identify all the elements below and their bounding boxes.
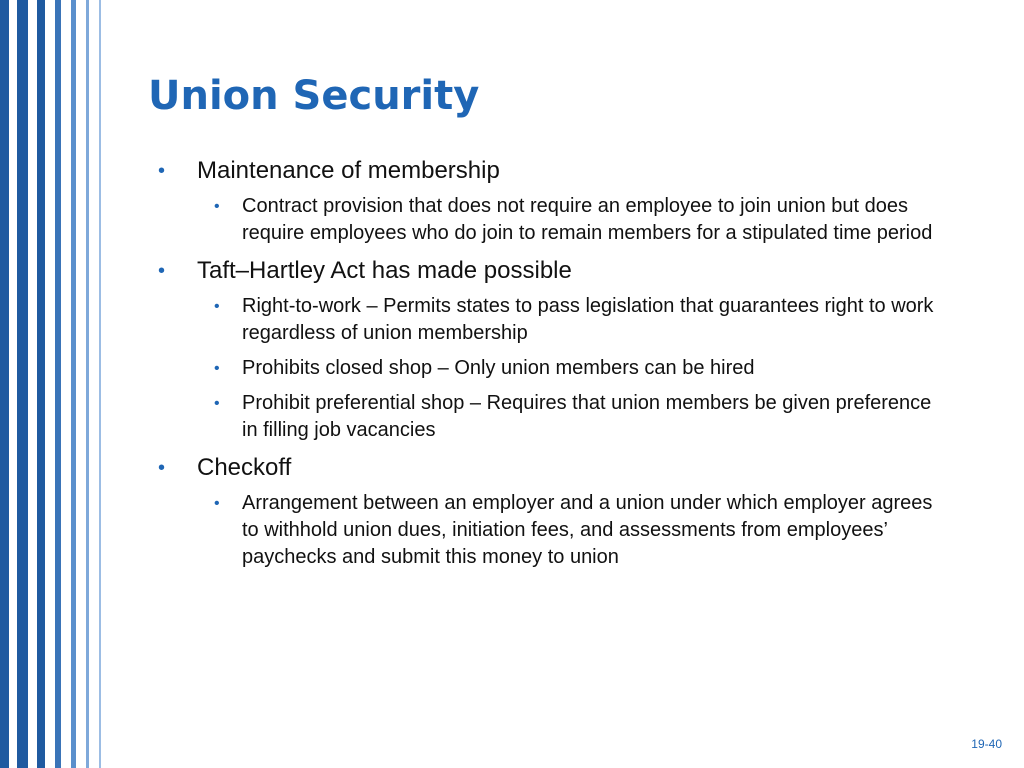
sub-bullet-list	[195, 490, 950, 571]
bullet-marker: •	[214, 395, 220, 412]
sub-bullet-item	[195, 293, 942, 347]
bullet-marker: •	[214, 360, 220, 377]
slide-number: 19-40	[971, 737, 1002, 751]
bullet-content	[150, 155, 950, 579]
sub-bullet-text: Arrangement between an employer and a union under which employer agrees to withhold union dues, initiation fees, and assessments from employees’ paychecks and submit this money to union	[242, 492, 933, 568]
bullet-marker: •	[214, 198, 220, 215]
decorative-stripe	[71, 0, 76, 768]
decorative-stripe	[17, 0, 28, 768]
bullet-marker: •	[214, 298, 220, 315]
bullet-marker: •	[158, 260, 166, 282]
bullet-marker: •	[158, 457, 166, 479]
sub-bullet-text: Right-to-work – Permits states to pass legislation that guarantees right to work regardless of union membership	[242, 295, 934, 344]
decorative-stripe	[37, 0, 45, 768]
bullet-item	[150, 255, 950, 444]
bullet-item	[150, 452, 950, 571]
bullet-text: Maintenance of membership	[197, 157, 500, 184]
decorative-stripe	[86, 0, 89, 768]
bullet-item	[150, 155, 950, 247]
sub-bullet-item	[195, 490, 942, 571]
sub-bullet-text: Prohibits closed shop – Only union members can be hired	[242, 357, 755, 379]
bullet-marker: •	[158, 160, 166, 182]
bullet-text: Taft–Hartley Act has made possible	[197, 257, 572, 284]
bullet-marker: •	[214, 495, 220, 512]
decorative-stripe	[99, 0, 101, 768]
decorative-stripe	[0, 0, 9, 768]
sub-bullet-item	[195, 390, 942, 444]
decorative-stripe	[55, 0, 61, 768]
bullet-text: Checkoff	[197, 454, 292, 481]
bullet-list	[150, 155, 950, 571]
slide-title: Union Security	[148, 73, 480, 119]
sub-bullet-list	[195, 293, 950, 444]
sub-bullet-text: Prohibit preferential shop – Requires that union members be given preference in filling job vacancies	[242, 392, 932, 441]
sub-bullet-item	[195, 193, 942, 247]
sub-bullet-text: Contract provision that does not require an employee to join union but does require employees who do join to remain members for a stipulated time period	[242, 195, 933, 244]
sub-bullet-item	[195, 355, 942, 382]
sub-bullet-list	[195, 193, 950, 247]
